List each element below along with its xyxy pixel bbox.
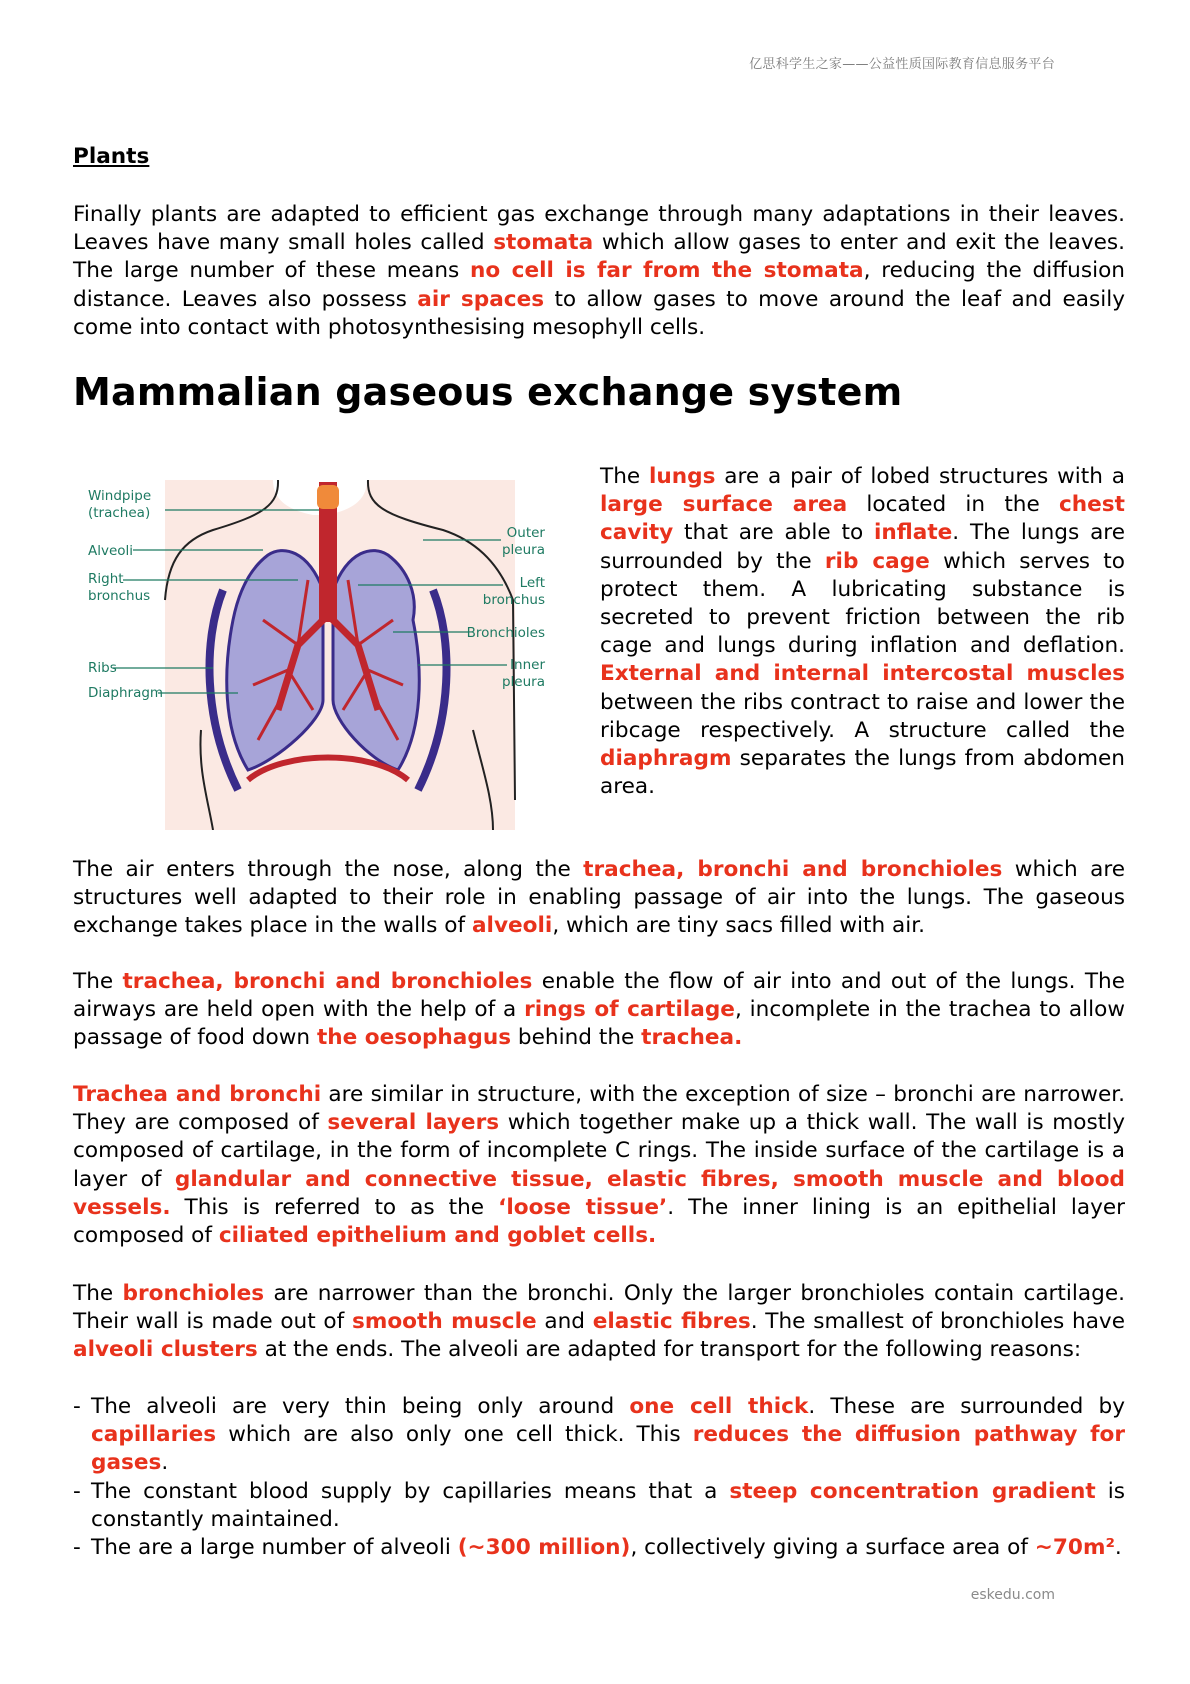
highlight: stomata	[493, 230, 594, 256]
highlight: capillaries	[91, 1422, 217, 1448]
label-ribs: Ribs	[88, 660, 117, 676]
text: This is referred to as the	[170, 1194, 499, 1220]
text: located in the	[847, 492, 1059, 518]
label-outer-pleura-2: pleura	[501, 542, 545, 558]
text: that are able to	[673, 520, 874, 546]
text: enable the flow of air into and out of the lungs. The airways are held open with the help of a	[73, 969, 1125, 1023]
text: .	[161, 1450, 169, 1476]
text: . The lungs are surrounded by the	[600, 520, 1125, 574]
text: The	[73, 1281, 123, 1306]
lungs-paragraph	[600, 463, 1125, 801]
label-alveoli: Alveoli	[88, 543, 134, 559]
highlight: the oesophagus	[316, 1025, 512, 1051]
list-item	[73, 1534, 1125, 1562]
highlight: elastic fibres	[592, 1309, 751, 1335]
text: The constant blood supply by capillaries means that a	[91, 1478, 730, 1504]
text: The are a large number of alveoli	[91, 1535, 458, 1561]
text: separates the lungs from abdomen area.	[600, 746, 1125, 800]
highlight: ~70m²	[1034, 1535, 1115, 1561]
alveoli-reasons-list	[73, 1393, 1125, 1562]
highlight: alveoli	[471, 913, 553, 939]
highlight: ‘loose tissue’	[498, 1194, 668, 1220]
text: , collectively giving a surface area of	[630, 1535, 1035, 1561]
plants-paragraph	[73, 201, 1125, 342]
highlight: reduces the diffusion pathway for gases	[91, 1422, 1125, 1476]
highlight: Trachea and bronchi	[73, 1082, 322, 1107]
highlight: trachea.	[641, 1025, 743, 1051]
label-bronchioles: Bronchioles	[466, 625, 545, 641]
text: to allow gases to move around the leaf and easily come into contact with photosynthesising mesophyll cells.	[73, 286, 1125, 340]
main-heading: Mammalian gaseous exchange system	[73, 370, 903, 414]
label-diaphragm: Diaphragm	[88, 685, 164, 701]
highlight: rings of cartilage	[524, 997, 735, 1023]
highlight: large surface area	[600, 492, 848, 518]
text: The	[73, 969, 123, 994]
trachea-paragraph	[73, 1081, 1125, 1250]
text: which are also only one cell thick. This	[216, 1422, 693, 1448]
highlight: no cell is far from the stomata	[470, 258, 864, 284]
text: . The smallest of bronchioles have	[750, 1309, 1125, 1335]
label-left-bronchus-2: bronchus	[482, 592, 545, 608]
label-windpipe-1: Windpipe	[88, 488, 152, 504]
text: Finally plants are adapted to efficient gas exchange through many adaptations in their leaves. Leaves have many small holes called	[73, 202, 1125, 256]
highlight: one cell thick	[629, 1394, 809, 1419]
highlight: ciliated epithelium and goblet cells.	[218, 1223, 657, 1249]
text: is constantly maintained.	[91, 1478, 1125, 1532]
text: which allow gases to enter and exit the leaves. The large number of these means	[73, 230, 1125, 284]
highlight: diaphragm	[600, 746, 732, 772]
highlight: steep concentration gradient	[729, 1478, 1096, 1504]
label-inner-pleura-2: pleura	[501, 674, 545, 690]
text: . These are surrounded by	[808, 1394, 1125, 1419]
text: which serves to protect them. A lubricating substance is secreted to prevent friction between the rib cage and lungs during inflation and deflation.	[600, 548, 1125, 659]
highlight: inflate	[873, 520, 953, 546]
highlight: lungs	[648, 464, 716, 489]
text: which are structures well adapted to their role in enabling passage of air into the lungs. The gaseous exchange takes place in the walls of	[73, 857, 1126, 939]
text: The air enters through the nose, along the	[73, 857, 584, 882]
text: are similar in structure, with the exception of size – bronchi are narrower. They are composed of	[73, 1082, 1126, 1136]
highlight: alveoli clusters	[73, 1337, 258, 1363]
lungs-illustration	[73, 470, 585, 830]
text: and	[536, 1309, 593, 1335]
text: The alveoli are very thin being only around	[91, 1394, 630, 1419]
highlight: rib cage	[824, 548, 930, 574]
text: The	[600, 464, 649, 489]
label-windpipe-2: (trachea)	[88, 505, 151, 521]
highlight: air spaces	[417, 286, 545, 312]
airways-paragraph	[73, 968, 1125, 1053]
text: , incomplete in the trachea to allow passage of food down	[73, 997, 1125, 1051]
lungs-diagram	[73, 470, 585, 830]
air-paragraph	[73, 856, 1125, 941]
text: between the ribs contract to raise and lower the ribcage respectively. A structure called the	[600, 689, 1125, 743]
bronchioles-paragraph	[73, 1280, 1125, 1365]
label-left-bronchus-1: Left	[519, 575, 545, 591]
highlight: External and internal intercostal muscles	[600, 661, 1125, 687]
list-item	[73, 1393, 1125, 1478]
label-right-bronchus-1: Right	[88, 571, 124, 587]
text: are narrower than the bronchi. Only the larger bronchioles contain cartilage. Their wall is made out of	[73, 1281, 1125, 1335]
highlight: chest cavity	[600, 492, 1125, 546]
list-item	[73, 1478, 1125, 1534]
highlight: smooth muscle	[351, 1309, 537, 1335]
text: which together make up a thick wall. The wall is mostly composed of cartilage, in the form of incomplete C rings. The inside surface of the cartilage is a layer of	[73, 1110, 1125, 1192]
page-header: 亿思科学生之家——公益性质国际教育信息服务平台	[749, 57, 1055, 72]
page-footer: eskedu.com	[970, 1587, 1055, 1603]
text: are a pair of lobed structures with a	[715, 464, 1125, 489]
highlight: several layers	[327, 1110, 500, 1136]
highlight: glandular and connective tissue, elastic fibres, smooth muscle and blood vessels.	[73, 1166, 1125, 1220]
highlight: (~300 million)	[457, 1535, 631, 1561]
larynx	[317, 485, 339, 509]
plants-heading: Plants	[73, 144, 150, 169]
text: . The inner lining is an epithelial layer composed of	[73, 1194, 1126, 1249]
text: behind the	[511, 1025, 642, 1051]
text: , which are tiny sacs filled with air.	[552, 913, 925, 939]
label-inner-pleura-1: Inner	[510, 657, 545, 673]
highlight: bronchioles	[122, 1281, 265, 1306]
text: .	[1114, 1535, 1122, 1561]
text: , reducing the diffusion distance. Leaves also possess	[73, 258, 1125, 312]
label-right-bronchus-2: bronchus	[88, 588, 151, 604]
highlight: trachea, bronchi and bronchioles	[122, 969, 533, 994]
highlight: trachea, bronchi and bronchioles	[583, 857, 1003, 882]
label-outer-pleura-1: Outer	[506, 525, 545, 541]
text: at the ends. The alveoli are adapted for transport for the following reasons:	[257, 1337, 1082, 1363]
